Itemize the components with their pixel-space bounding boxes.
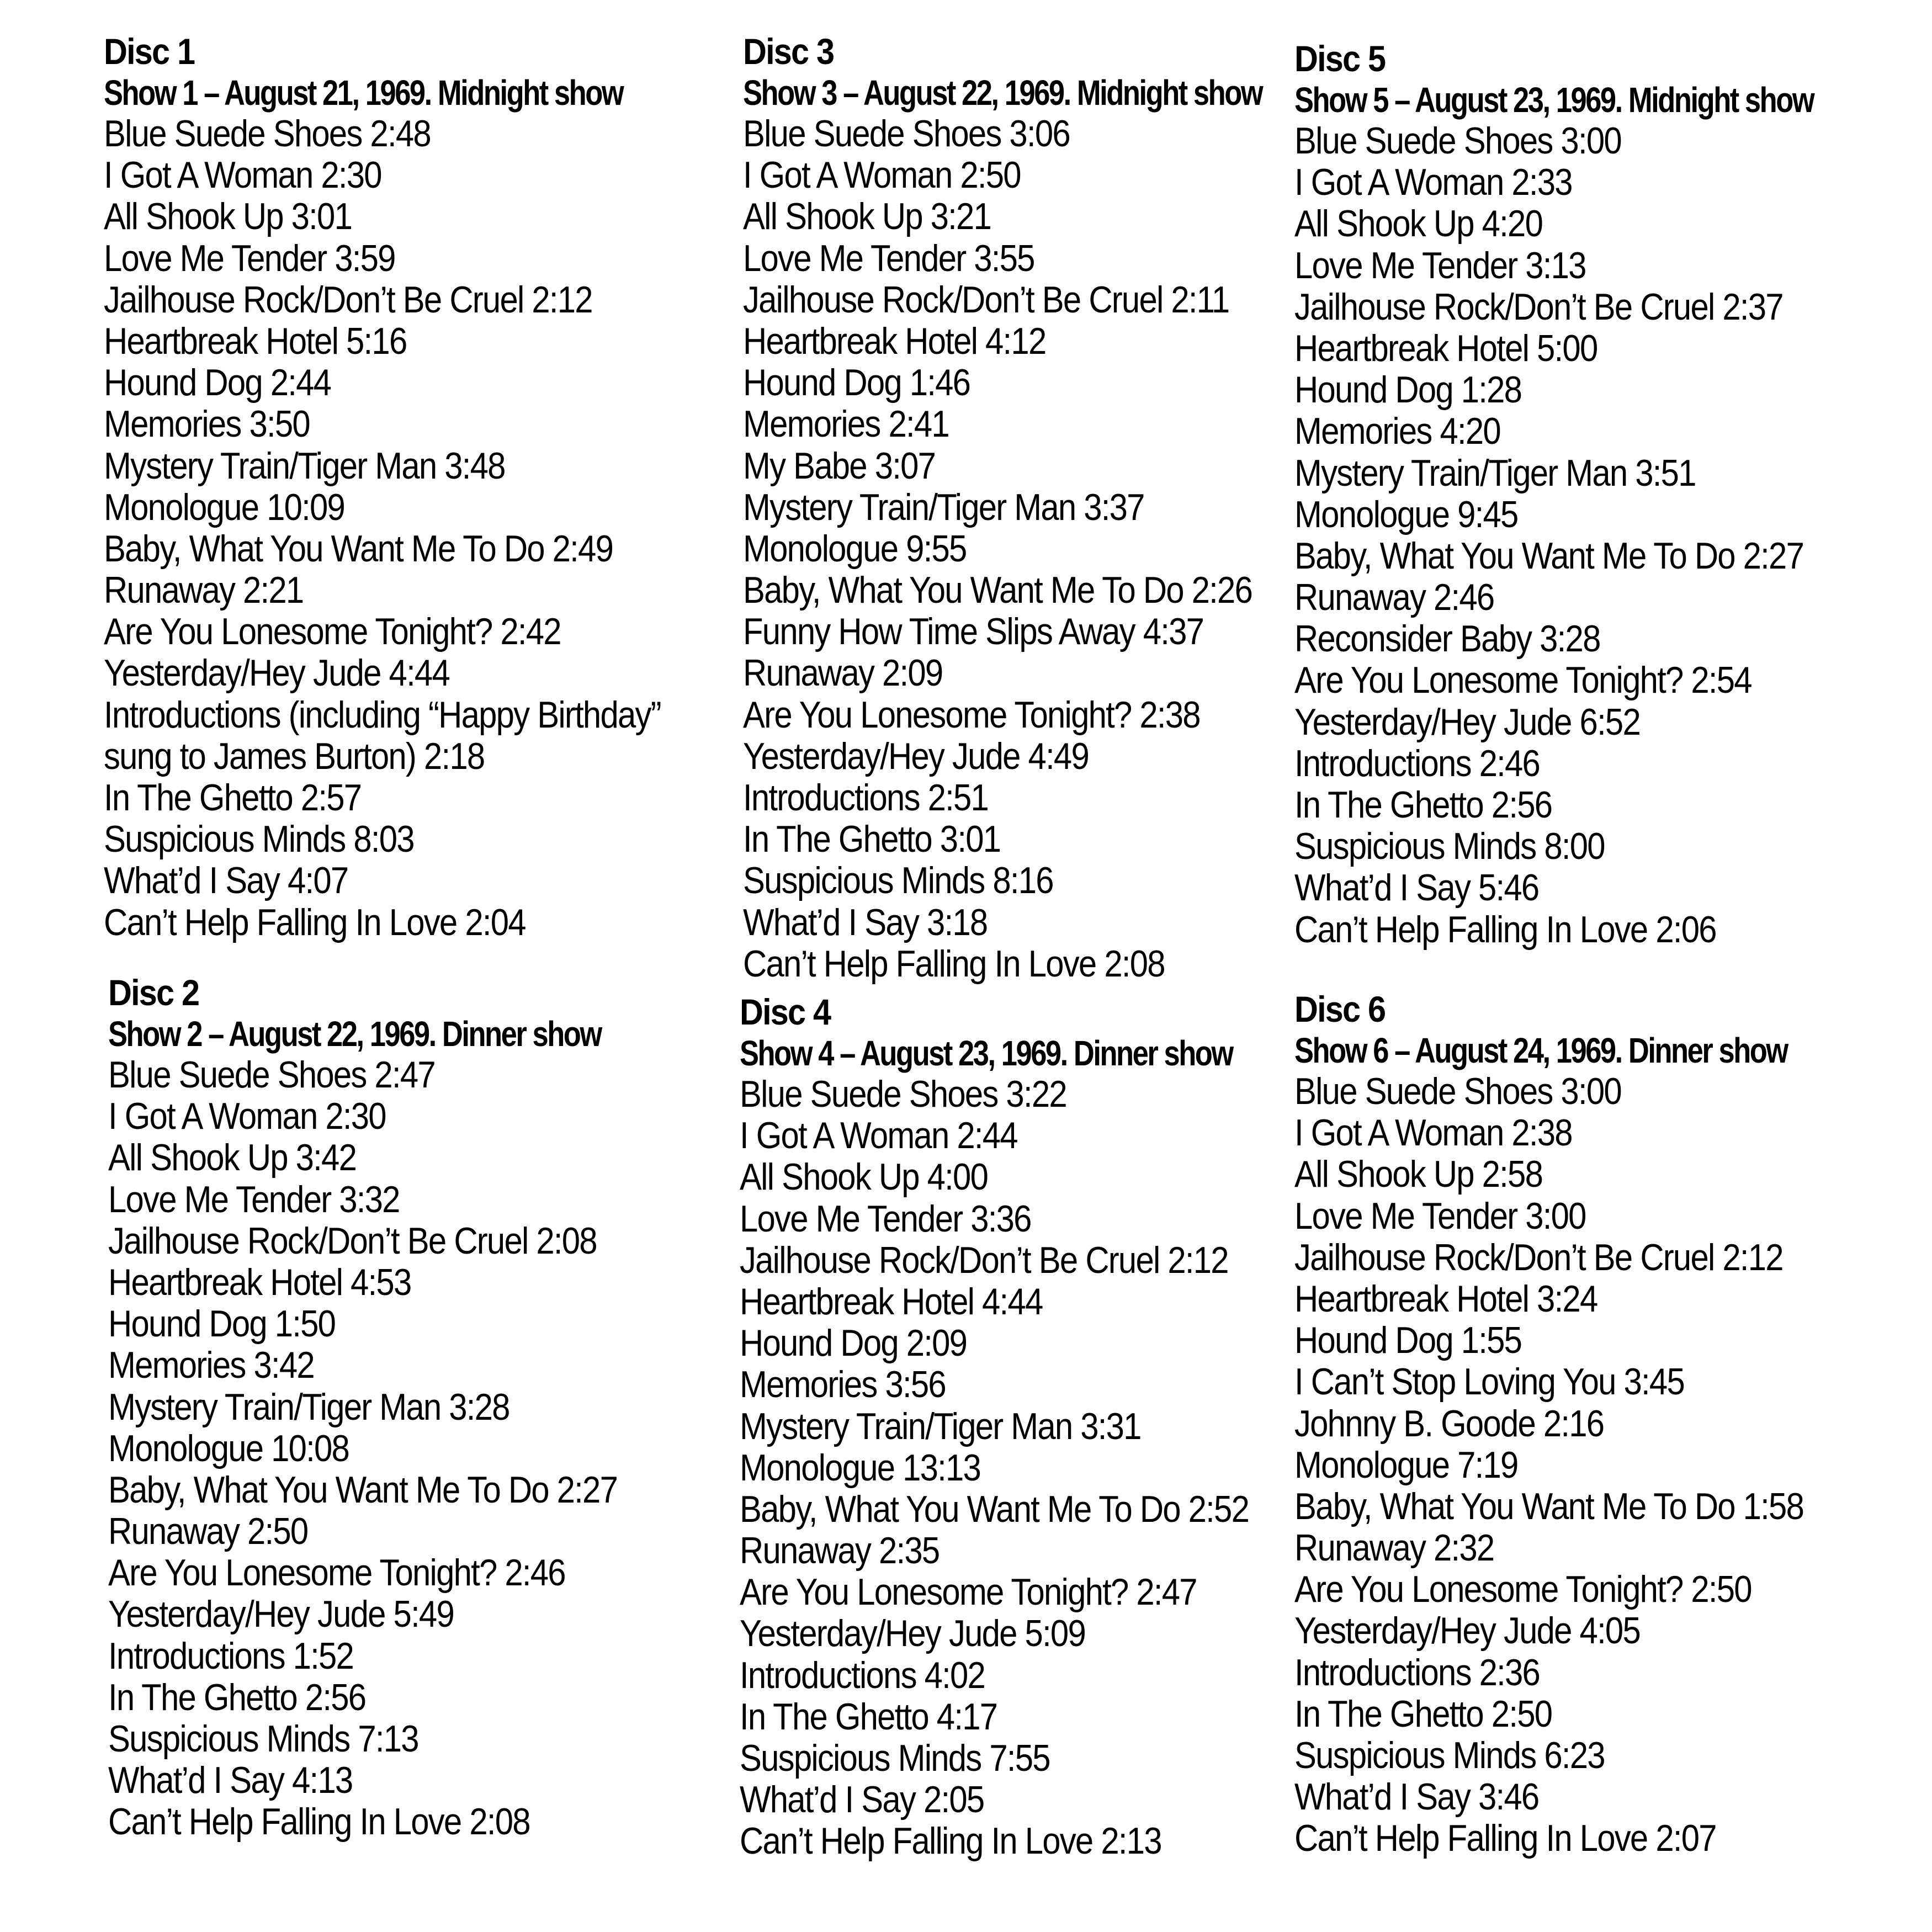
track-item: Are You Lonesome Tonight? 2:54 bbox=[1294, 659, 1751, 702]
track-item: Memories 4:20 bbox=[1294, 410, 1500, 453]
track-item: I Got A Woman 2:50 bbox=[743, 154, 1021, 197]
track-item: Suspicious Minds 7:13 bbox=[108, 1718, 418, 1760]
track-item: Introductions 2:51 bbox=[743, 777, 989, 819]
track-item: Yesterday/Hey Jude 4:49 bbox=[743, 735, 1089, 777]
tracklist bbox=[1294, 1071, 1896, 1860]
track-item: I Can’t Stop Loving You 3:45 bbox=[1294, 1361, 1684, 1403]
disc-3-section bbox=[743, 30, 1376, 985]
track-item: I Got A Woman 2:30 bbox=[108, 1095, 386, 1138]
track-item: Introductions 1:52 bbox=[108, 1634, 354, 1677]
track-item: Heartbreak Hotel 4:53 bbox=[108, 1261, 411, 1303]
track-item: Mystery Train/Tiger Man 3:37 bbox=[743, 486, 1144, 528]
track-item: Are You Lonesome Tonight? 2:47 bbox=[740, 1571, 1197, 1613]
tracklist bbox=[104, 113, 737, 943]
track-item: Mystery Train/Tiger Man 3:48 bbox=[104, 444, 505, 487]
track-item: I Got A Woman 2:38 bbox=[1294, 1112, 1572, 1154]
track-item: Can’t Help Falling In Love 2:07 bbox=[1294, 1817, 1716, 1860]
track-item: Blue Suede Shoes 3:22 bbox=[740, 1073, 1066, 1115]
track-item: Baby, What You Want Me To Do 2:27 bbox=[1294, 534, 1804, 577]
track-item: Can’t Help Falling In Love 2:08 bbox=[743, 942, 1165, 985]
track-item: Yesterday/Hey Jude 4:05 bbox=[1294, 1610, 1640, 1652]
track-item: Runaway 2:46 bbox=[1294, 576, 1494, 619]
track-item: Mystery Train/Tiger Man 3:28 bbox=[108, 1386, 509, 1428]
tracklist bbox=[1294, 120, 1928, 951]
track-item: Hound Dog 2:09 bbox=[740, 1322, 967, 1365]
track-item: Jailhouse Rock/Don’t Be Cruel 2:12 bbox=[104, 278, 592, 321]
track-item: sung to James Burton) 2:18 bbox=[104, 735, 485, 777]
track-item: Yesterday/Hey Jude 6:52 bbox=[1294, 700, 1640, 743]
track-item: Jailhouse Rock/Don’t Be Cruel 2:08 bbox=[108, 1219, 597, 1262]
track-item: Monologue 9:45 bbox=[1294, 493, 1518, 535]
track-item: Blue Suede Shoes 2:47 bbox=[108, 1054, 435, 1096]
track-item: Baby, What You Want Me To Do 1:58 bbox=[1294, 1485, 1804, 1527]
show-title: Show 6 – August 24, 1969. Dinner show bbox=[1294, 1031, 1787, 1070]
track-item: Suspicious Minds 8:03 bbox=[104, 818, 414, 861]
track-item: In The Ghetto 4:17 bbox=[740, 1695, 997, 1738]
track-item: Introductions 2:36 bbox=[1294, 1651, 1540, 1694]
track-item: I Got A Woman 2:44 bbox=[740, 1114, 1017, 1157]
track-item: Blue Suede Shoes 2:48 bbox=[104, 113, 431, 155]
show-title: Show 2 – August 22, 1969. Dinner show bbox=[108, 1014, 601, 1054]
show-title: Show 3 – August 22, 1969. Midnight show bbox=[743, 73, 1262, 113]
track-item: Reconsider Baby 3:28 bbox=[1294, 618, 1600, 660]
track-item: Hound Dog 1:28 bbox=[1294, 369, 1522, 411]
track-item: Are You Lonesome Tonight? 2:42 bbox=[104, 611, 561, 653]
track-item: Runaway 2:50 bbox=[108, 1510, 308, 1553]
track-item: Introductions 4:02 bbox=[740, 1654, 985, 1696]
track-item: Baby, What You Want Me To Do 2:52 bbox=[740, 1488, 1249, 1530]
track-item: Mystery Train/Tiger Man 3:31 bbox=[740, 1405, 1141, 1447]
track-item: All Shook Up 3:21 bbox=[743, 195, 991, 238]
track-item: Heartbreak Hotel 5:16 bbox=[104, 320, 407, 362]
track-item: In The Ghetto 2:56 bbox=[1294, 784, 1552, 826]
track-item: All Shook Up 3:42 bbox=[108, 1137, 357, 1179]
track-item: Jailhouse Rock/Don’t Be Cruel 2:37 bbox=[1294, 285, 1783, 328]
track-item: Heartbreak Hotel 3:24 bbox=[1294, 1277, 1597, 1320]
track-item: Love Me Tender 3:13 bbox=[1294, 244, 1586, 286]
show-title: Show 5 – August 23, 1969. Midnight show bbox=[1294, 80, 1814, 120]
track-item: Baby, What You Want Me To Do 2:49 bbox=[104, 527, 613, 570]
track-item: Hound Dog 1:50 bbox=[108, 1303, 336, 1345]
track-item: Heartbreak Hotel 4:12 bbox=[743, 320, 1046, 362]
track-item: What’d I Say 5:46 bbox=[1294, 867, 1539, 909]
track-item: Love Me Tender 3:00 bbox=[1294, 1195, 1586, 1237]
track-item: In The Ghetto 3:01 bbox=[743, 818, 1001, 861]
track-item: Mystery Train/Tiger Man 3:51 bbox=[1294, 452, 1696, 494]
track-item: Are You Lonesome Tonight? 2:46 bbox=[108, 1552, 565, 1594]
track-item: I Got A Woman 2:33 bbox=[1294, 161, 1572, 204]
disc-1-section bbox=[104, 30, 737, 943]
tracklist bbox=[743, 113, 1376, 985]
track-item: Can’t Help Falling In Love 2:06 bbox=[1294, 908, 1716, 951]
track-item: I Got A Woman 2:30 bbox=[104, 154, 381, 197]
track-item: Yesterday/Hey Jude 4:44 bbox=[104, 652, 449, 694]
track-item: Love Me Tender 3:59 bbox=[104, 237, 395, 279]
track-item: My Babe 3:07 bbox=[743, 444, 936, 487]
show-title: Show 4 – August 23, 1969. Dinner show bbox=[740, 1033, 1233, 1073]
track-item: What’d I Say 4:13 bbox=[108, 1759, 353, 1802]
disc-title: Disc 2 bbox=[108, 972, 199, 1013]
track-item: Yesterday/Hey Jude 5:49 bbox=[108, 1593, 454, 1636]
track-item: Johnny B. Goode 2:16 bbox=[1294, 1402, 1604, 1445]
track-item: All Shook Up 4:00 bbox=[740, 1156, 988, 1198]
track-item: Jailhouse Rock/Don’t Be Cruel 2:12 bbox=[1294, 1236, 1783, 1278]
track-item: All Shook Up 4:20 bbox=[1294, 203, 1543, 245]
track-item: Can’t Help Falling In Love 2:08 bbox=[108, 1801, 530, 1843]
track-item: Hound Dog 1:46 bbox=[743, 362, 970, 404]
track-item: Monologue 10:09 bbox=[104, 486, 345, 528]
track-item: What’d I Say 4:07 bbox=[104, 859, 348, 902]
disc-title: Disc 3 bbox=[743, 31, 834, 72]
track-item: Monologue 9:55 bbox=[743, 527, 967, 570]
track-item: Runaway 2:21 bbox=[104, 569, 304, 612]
disc-title: Disc 4 bbox=[740, 991, 831, 1032]
track-item: Can’t Help Falling In Love 2:13 bbox=[740, 1820, 1161, 1862]
track-item: Yesterday/Hey Jude 5:09 bbox=[740, 1612, 1085, 1655]
track-item: Suspicious Minds 7:55 bbox=[740, 1737, 1050, 1779]
track-item: Hound Dog 2:44 bbox=[104, 362, 331, 404]
tracklist bbox=[740, 1074, 1341, 1862]
track-item: All Shook Up 2:58 bbox=[1294, 1153, 1543, 1196]
track-item: What’d I Say 3:18 bbox=[743, 901, 988, 943]
track-item: All Shook Up 3:01 bbox=[104, 195, 352, 238]
disc-title: Disc 5 bbox=[1294, 38, 1386, 79]
track-item: Hound Dog 1:55 bbox=[1294, 1319, 1522, 1362]
track-item: What’d I Say 2:05 bbox=[740, 1779, 984, 1821]
track-item: Love Me Tender 3:32 bbox=[108, 1178, 400, 1220]
disc-6-section bbox=[1294, 988, 1896, 1860]
track-item: Runaway 2:09 bbox=[743, 652, 943, 694]
disc-2-section bbox=[108, 972, 709, 1843]
disc-4-section bbox=[740, 991, 1341, 1862]
track-item: Suspicious Minds 6:23 bbox=[1294, 1734, 1605, 1776]
track-item: Love Me Tender 3:36 bbox=[740, 1197, 1031, 1240]
track-item: Funny How Time Slips Away 4:37 bbox=[743, 611, 1204, 653]
track-item: Jailhouse Rock/Don’t Be Cruel 2:11 bbox=[743, 278, 1229, 321]
track-item: Memories 3:56 bbox=[740, 1363, 946, 1406]
track-item: Are You Lonesome Tonight? 2:50 bbox=[1294, 1568, 1751, 1611]
track-item: Blue Suede Shoes 3:00 bbox=[1294, 120, 1621, 162]
track-item: Monologue 10:08 bbox=[108, 1427, 349, 1469]
track-item: Baby, What You Want Me To Do 2:26 bbox=[743, 569, 1252, 612]
track-item: What’d I Say 3:46 bbox=[1294, 1776, 1539, 1818]
track-item: In The Ghetto 2:57 bbox=[104, 777, 362, 819]
track-item: Suspicious Minds 8:16 bbox=[743, 859, 1053, 902]
track-item: Are You Lonesome Tonight? 2:38 bbox=[743, 693, 1200, 736]
track-item: Blue Suede Shoes 3:00 bbox=[1294, 1070, 1621, 1112]
track-item: Baby, What You Want Me To Do 2:27 bbox=[108, 1468, 618, 1511]
track-item: Love Me Tender 3:55 bbox=[743, 237, 1034, 279]
track-item: Introductions (including “Happy Birthday” bbox=[104, 693, 661, 736]
show-title: Show 1 – August 21, 1969. Midnight show bbox=[104, 73, 623, 113]
disc-title: Disc 1 bbox=[104, 31, 195, 72]
track-item: Runaway 2:32 bbox=[1294, 1527, 1494, 1569]
track-item: Monologue 13:13 bbox=[740, 1446, 981, 1489]
track-item: Memories 3:42 bbox=[108, 1344, 314, 1387]
tracklist bbox=[108, 1054, 709, 1843]
track-item: Heartbreak Hotel 4:44 bbox=[740, 1280, 1043, 1323]
track-item: Jailhouse Rock/Don’t Be Cruel 2:12 bbox=[740, 1239, 1228, 1281]
track-item: Memories 3:50 bbox=[104, 403, 310, 445]
disc-5-section bbox=[1294, 38, 1928, 951]
track-item: Introductions 2:46 bbox=[1294, 742, 1540, 784]
track-item: Suspicious Minds 8:00 bbox=[1294, 825, 1605, 868]
track-item: In The Ghetto 2:56 bbox=[108, 1676, 366, 1718]
track-item: In The Ghetto 2:50 bbox=[1294, 1692, 1552, 1735]
track-item: Memories 2:41 bbox=[743, 403, 949, 445]
track-item: Can’t Help Falling In Love 2:04 bbox=[104, 901, 526, 943]
disc-title: Disc 6 bbox=[1294, 989, 1386, 1029]
track-item: Monologue 7:19 bbox=[1294, 1443, 1518, 1486]
track-item: Blue Suede Shoes 3:06 bbox=[743, 113, 1070, 155]
track-item: Heartbreak Hotel 5:00 bbox=[1294, 327, 1597, 369]
track-item: Runaway 2:35 bbox=[740, 1530, 940, 1572]
